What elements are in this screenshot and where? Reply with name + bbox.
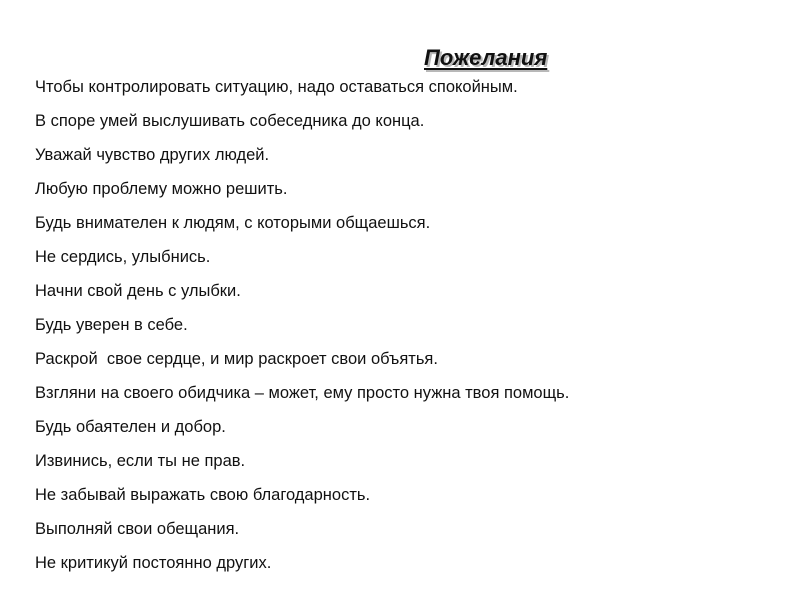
list-item: Извинись, если ты не прав. xyxy=(35,452,246,470)
list-item: Уважай чувство других людей. xyxy=(35,146,270,164)
wishes-list xyxy=(35,74,775,584)
list-item: Не критикуй постоянно других. xyxy=(35,554,272,572)
list-item: Любую проблему можно решить. xyxy=(35,180,288,198)
list-item: Не сердись, улыбнись. xyxy=(35,248,211,266)
list-item: Будь уверен в себе. xyxy=(35,316,188,334)
list-item: Раскрой свое сердце, и мир раскроет свои объятья. xyxy=(35,350,438,368)
list-item: Взгляни на своего обидчика – может, ему просто нужна твоя помощь. xyxy=(35,384,570,402)
list-item: В споре умей выслушивать собеседника до конца. xyxy=(35,112,425,130)
list-item: Чтобы контролировать ситуацию, надо оставаться спокойным. xyxy=(35,78,518,96)
list-item: Выполняй свои обещания. xyxy=(35,520,240,538)
slide-title: Пожелания xyxy=(424,45,548,70)
list-item: Будь внимателен к людям, с которыми общаешься. xyxy=(35,214,431,232)
list-item: Начни свой день с улыбки. xyxy=(35,282,241,300)
list-item: Не забывай выражать свою благодарность. xyxy=(35,486,371,504)
list-item: Будь обаятелен и добор. xyxy=(35,418,226,436)
